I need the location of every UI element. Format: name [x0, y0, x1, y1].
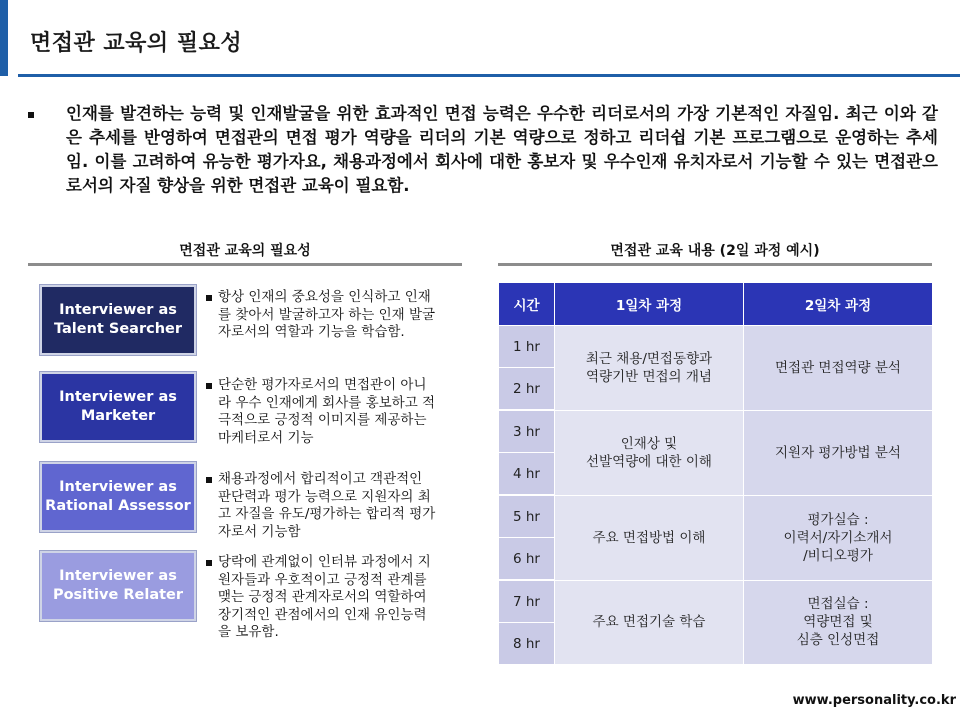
right-section-divider	[498, 263, 932, 266]
hour-cell: 7 hr	[499, 580, 555, 623]
hour-cell: 2 hr	[499, 368, 555, 411]
intro-paragraph: 인재를 발견하는 능력 및 인재발굴을 위한 효과적인 면접 능력은 우수한 리더로서의 가장 기본적인 자질임. 최근 이와 같은 추세를 반영하여 면접관의 면접 평가 역량을 리더의 기본 역량으로 정하고 리더쉽 기본 프로그램으로 운영하는 추세임. 이를 고려하여 유능한 평가자요, 채용과정에서 회사에 대한 홍보자 및 우수인재 유치자로서 기능할 수 있는 면접관으로서의 자질 향상을 위한 면접관 교육이 필요함.	[66, 104, 938, 195]
table-row	[499, 580, 933, 623]
day2-session: 평가실습 : 이력서/자기소개서 /비디오평가	[744, 495, 933, 580]
column-header-day2: 2일차 과정	[744, 283, 933, 326]
role-label: Interviewer as Talent Searcher	[53, 302, 183, 337]
day1-session: 최근 채용/면접동향과 역량기반 면접의 개념	[555, 326, 744, 411]
hour-cell: 6 hr	[499, 538, 555, 581]
role-label: Interviewer as Marketer	[59, 389, 177, 424]
schedule-table	[498, 282, 933, 665]
role-description: 단순한 평가자로서의 면접관이 아니라 우수 인재에게 회사를 홍보하고 적극적으로 긍정적 이미지를 제공하는 마케터로서 기능	[218, 377, 436, 446]
role-label: Interviewer as Positive Relater	[52, 568, 184, 603]
hour-cell: 4 hr	[499, 453, 555, 496]
page-title: 면접관 교육의 필요성	[30, 31, 243, 56]
role-talent-searcher	[40, 285, 196, 355]
bullet-icon	[206, 383, 212, 389]
bullet-icon	[206, 477, 212, 483]
table-row	[499, 410, 933, 453]
day1-session: 주요 면접방법 이해	[555, 495, 744, 580]
day2-session: 면접실습 : 역량면접 및 심층 인성면접	[744, 580, 933, 665]
bullet-icon	[206, 560, 212, 566]
hour-cell: 5 hr	[499, 495, 555, 538]
role-positive-relater	[40, 551, 196, 621]
role-label: Interviewer as Rational Assessor	[45, 479, 191, 514]
bullet-icon	[206, 295, 212, 301]
role-marketer	[40, 372, 196, 442]
day2-session: 지원자 평가방법 분석	[744, 410, 933, 495]
table-row	[499, 326, 933, 368]
right-section-heading: 면접관 교육 내용 (2일 과정 예시)	[610, 243, 820, 259]
day1-session: 인재상 및 선발역량에 대한 이해	[555, 410, 744, 495]
column-header-time: 시간	[499, 283, 555, 326]
table-row	[499, 495, 933, 538]
footer-url: www.personality.co.kr	[792, 693, 956, 708]
column-header-day1: 1일차 과정	[555, 283, 744, 326]
role-description: 당락에 관계없이 인터뷰 과정에서 지원자들과 우호적이고 긍정적 관계를 맺는 긍정적 관계자로서의 역할하여 장기적인 관점에서의 인재 유인능력을 보유함.	[218, 554, 431, 640]
title-accent-bar	[0, 0, 8, 76]
hour-cell: 1 hr	[499, 326, 555, 368]
hour-cell: 3 hr	[499, 410, 555, 453]
day2-session: 면접관 면접역량 분석	[744, 326, 933, 411]
day1-session: 주요 면접기술 학습	[555, 580, 744, 665]
role-description: 항상 인재의 중요성을 인식하고 인재를 찾아서 발굴하고자 하는 인재 발굴자로서의 역할과 기능을 학습함.	[218, 289, 436, 340]
hour-cell: 8 hr	[499, 623, 555, 665]
role-rational-assessor	[40, 462, 196, 532]
role-description: 채용과정에서 합리적이고 객관적인 판단력과 평가 능력으로 지원자의 최고 자질을 유도/평가하는 합리적 평가자로서 기능함	[218, 471, 436, 540]
left-section-divider	[28, 263, 462, 266]
intro-bullet-icon	[28, 112, 34, 118]
left-section-heading: 면접관 교육의 필요성	[179, 243, 311, 259]
table-header-row	[499, 283, 933, 326]
title-divider	[18, 74, 960, 77]
